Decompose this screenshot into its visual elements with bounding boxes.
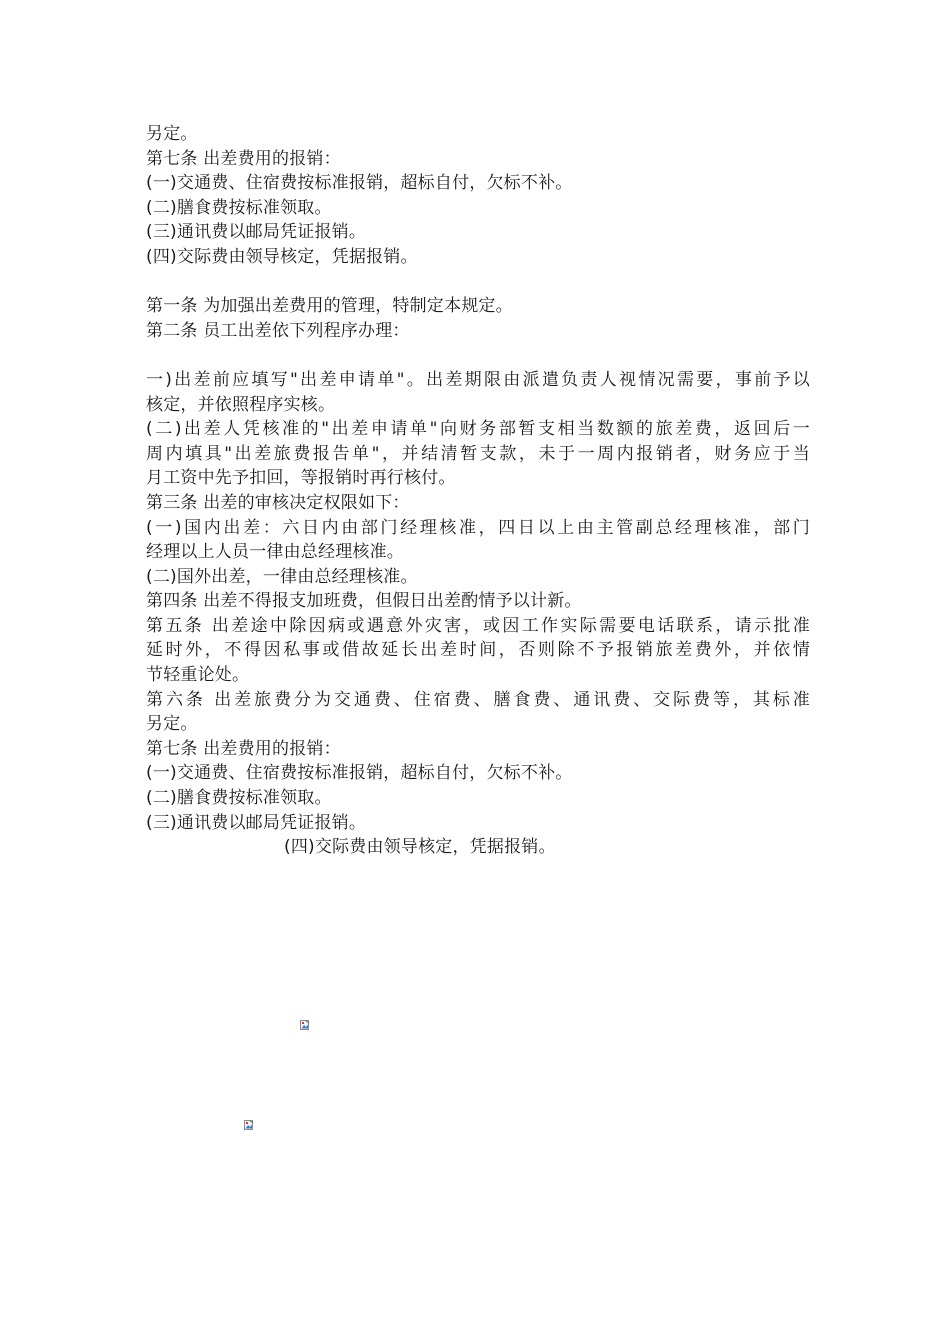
- text-line: 节轻重论处。: [146, 665, 250, 686]
- section-heading: 第七条 出差费用的报销：: [146, 738, 341, 759]
- section-heading: 第三条 出差的审核决定权限如下：: [146, 492, 410, 513]
- broken-image-icon: [300, 1020, 310, 1030]
- text-line: (二)膳食费按标准领取。: [146, 788, 332, 809]
- broken-image-icon: [244, 1120, 254, 1130]
- text-line: 延时外，不得因私事或借故延长出差时间，否则除不予报销旅差费外，并依情: [146, 640, 810, 661]
- text-line: (三)通讯费以邮局凭证报销。: [146, 222, 367, 243]
- text-line: 核定，并依照程序实核。: [146, 394, 336, 415]
- text-line: 另定。: [146, 714, 198, 735]
- text-line: 月工资中先予扣回，等报销时再行核付。: [146, 468, 456, 489]
- document-body: [146, 122, 810, 860]
- section-heading: 第一条 为加强出差费用的管理，特制定本规定。: [146, 296, 513, 317]
- text-line: (二)国外出差，一律由总经理核准。: [146, 566, 418, 587]
- text-line: 经理以上人员一律由总经理核准。: [146, 542, 404, 563]
- text-line: 另定。: [146, 124, 198, 144]
- section-heading: 第五条 出差途中除因病或遇意外灾害，或因工作实际需要电话联系，请示批准: [146, 615, 810, 636]
- text-line: (一)交通费、住宿费按标准报销，超标自付，欠标不补。: [146, 763, 573, 784]
- section-heading: 第二条 员工出差依下列程序办理：: [146, 320, 410, 341]
- section-heading: 第七条 出差费用的报销：: [146, 148, 341, 169]
- section-heading: 第六条 出差旅费分为交通费、住宿费、膳食费、通讯费、交际费等，其标准: [146, 689, 810, 710]
- section-heading: 第四条 出差不得报支加班费，但假日出差酌情予以计新。: [146, 591, 582, 612]
- text-line: (四)交际费由领导核定，凭据报销。: [284, 837, 556, 858]
- text-line: 一)出差前应填写"出差申请单"。出差期限由派遣负责人视情况需要，事前予以: [146, 369, 810, 390]
- text-line: (一)国内出差：六日内由部门经理核准，四日以上由主管副总经理核准，部门: [146, 517, 810, 538]
- text-line: 周内填具"出差旅费报告单"，并结清暂支款，未于一周内报销者，财务应于当: [146, 443, 810, 464]
- blank-line: [146, 270, 810, 295]
- text-line: (四)交际费由领导核定，凭据报销。: [146, 246, 418, 267]
- text-line: (一)交通费、住宿费按标准报销，超标自付，欠标不补。: [146, 173, 573, 194]
- text-line: (二)膳食费按标准领取。: [146, 197, 332, 218]
- blank-line: [146, 343, 810, 368]
- text-line: (二)出差人凭核准的"出差申请单"向财务部暂支相当数额的旅差费，返回后一: [146, 419, 810, 440]
- text-line: (三)通讯费以邮局凭证报销。: [146, 812, 367, 833]
